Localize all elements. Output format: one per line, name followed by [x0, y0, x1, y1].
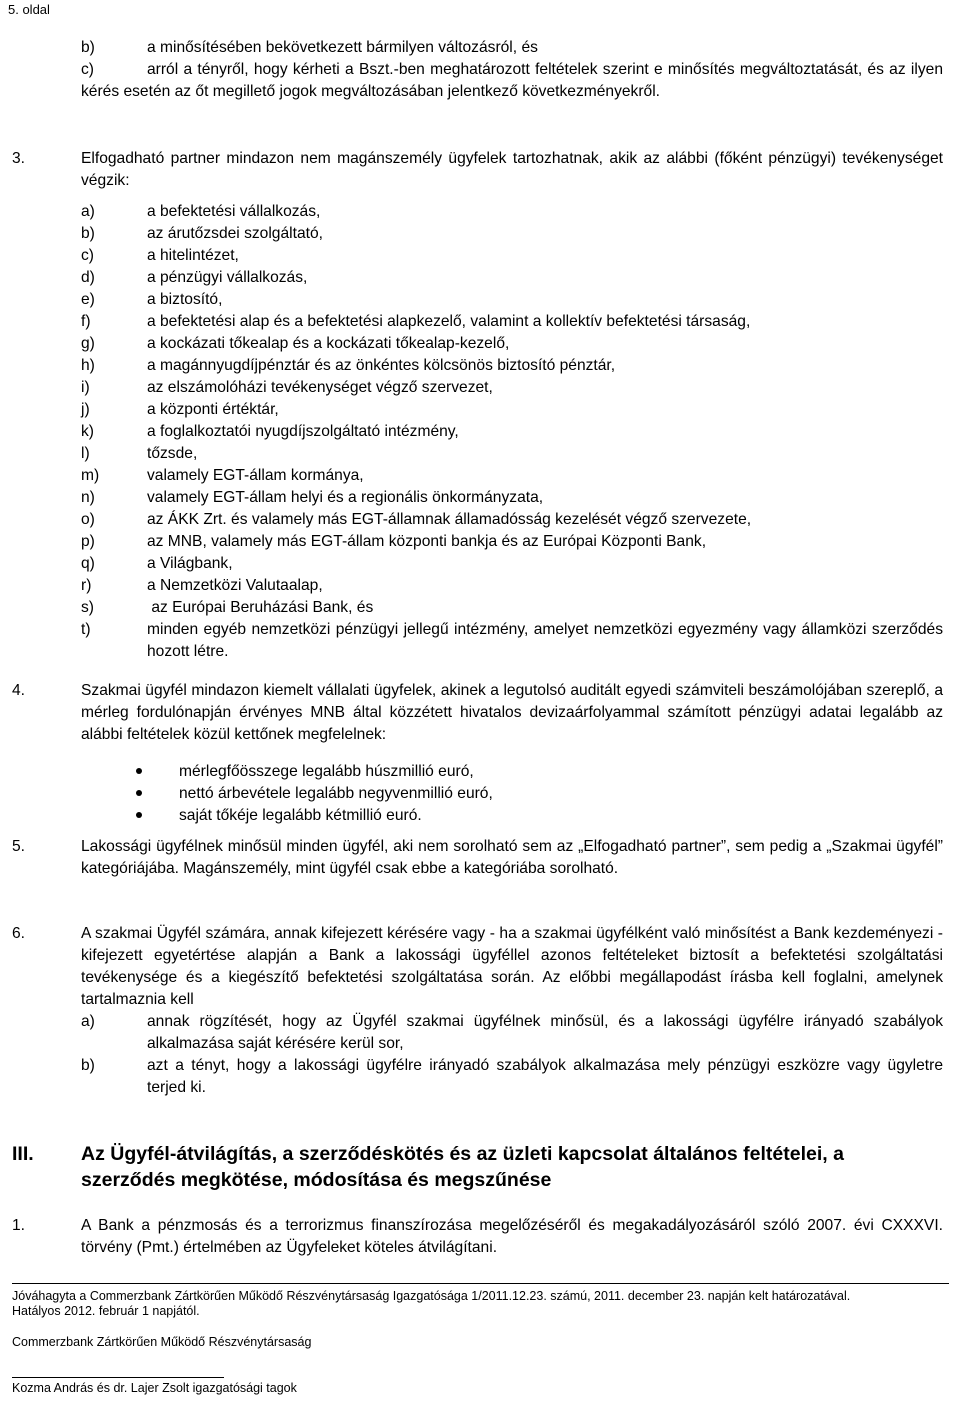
item-text: az elszámolóházi tevékenységet végző szervezet,	[147, 379, 493, 396]
item-label: i)	[81, 379, 90, 396]
item-label: d)	[81, 269, 95, 286]
bullet-icon	[136, 790, 142, 796]
item-label: b)	[81, 39, 95, 56]
list-item	[81, 377, 943, 399]
bullet-icon	[136, 812, 142, 818]
item-text: a foglalkoztatói nyugdíjszolgáltató intézmény,	[147, 423, 459, 440]
bullet-text: nettó árbevétele legalább negyvenmillió euró,	[179, 785, 493, 802]
item-label: h)	[81, 357, 95, 374]
section-number: 6.	[12, 925, 26, 942]
item-label: r)	[81, 577, 92, 594]
list-item	[81, 1055, 943, 1099]
chapter-title: Az Ügyfél-átvilágítás, a szerződéskötés és az üzleti kapcsolat általános feltételei, a szerződés megkötése, módosítása és megszűnése	[81, 1143, 844, 1191]
item-label: s)	[81, 599, 94, 616]
list-item	[81, 59, 943, 125]
list-item	[81, 399, 943, 421]
item-text: a hitelintézet,	[147, 247, 239, 264]
bullet-text: mérlegfőösszege legalább húszmillió euró,	[179, 763, 474, 780]
footer-approval-line-2: Hatályos 2012. február 1 napjától.	[12, 1304, 200, 1318]
item-text: arról a tényről, hogy kérheti a Bszt.-ben meghatározott feltételek szerint e minősítés megváltoztatását, és az ilyen kérés esetén az őt megillető jogok megváltozásában jelentkező következményekről.	[81, 61, 943, 100]
section-6-text: A szakmai Ügyfél számára, annak kifejezett kérésére vagy - ha a szakmai ügyfélként való minősítést a Bank kezdeményezi - kifejezett egyetértése alapján a Bank a lakossági ügyféllel azonos feltételeket biztosít a befektetési szolgáltatási tevékenysége és a kiegészítő befektetési szolgáltatása során. Az előbbi megállapodást írásba kell foglalni, amelynek tartalmaznia kell	[81, 925, 943, 1008]
item-text: annak rögzítését, hogy az Ügyfél szakmai ügyfélnek minősül, és a lakossági ügyfélre irányadó szabályok alkalmazása saját kérésére kerül sor,	[147, 1013, 943, 1052]
list-item	[81, 37, 943, 59]
list-item	[81, 443, 943, 465]
list-item	[81, 289, 943, 311]
chapter-number: III.	[12, 1143, 34, 1165]
list-item	[81, 355, 943, 377]
section-number: 3.	[12, 150, 26, 167]
item-text: a minősítésében bekövetkezett bármilyen változásról, és	[147, 39, 538, 56]
section-5-text: Lakossági ügyfélnek minősül minden ügyfél, aki nem sorolható sem az „Elfogadható partner”, sem pedig a „Szakmai ügyfél” kategóriájába. Magánszemély, mint ügyfél csak ebbe a kategóriába sorolható.	[81, 838, 943, 877]
list-item	[81, 597, 943, 619]
item-text: a magánnyugdíjpénztár és az önkéntes kölcsönös biztosító pénztár,	[147, 357, 616, 374]
list-item	[81, 553, 943, 575]
item-label: c)	[81, 247, 94, 264]
item-label: e)	[81, 291, 95, 308]
item-text: azt a tényt, hogy a lakossági ügyfélre irányadó szabályok alkalmazása mely pénzügyi eszközre vagy ügyletre terjed ki.	[147, 1057, 943, 1096]
list-item	[81, 267, 943, 289]
item-text: a biztosító,	[147, 291, 223, 308]
item-label: p)	[81, 533, 95, 550]
section-3-intro: Elfogadható partner mindazon nem magánszemély ügyfelek tartozhatnak, akik az alábbi (főként pénzügyi) tevékenységet végzik:	[81, 150, 943, 189]
list-item	[81, 487, 943, 509]
item-text: az árutőzsdei szolgáltató,	[147, 225, 323, 242]
list-item	[81, 575, 943, 597]
item-label: g)	[81, 335, 95, 352]
item-label: m)	[81, 467, 100, 484]
item-text: a kockázati tőkealap és a kockázati tőkealap-kezelő,	[147, 335, 510, 352]
item-text: minden egyéb nemzetközi pénzügyi jellegű intézmény, amelyet nemzetközi egyezmény vagy államközi szerződés hozott létre.	[147, 621, 943, 660]
item-text: a befektetési alap és a befektetési alapkezelő, valamint a kollektív befektetési társaság,	[147, 313, 751, 330]
section-number: 1.	[12, 1217, 26, 1234]
item-text: az ÁKK Zrt. és valamely más EGT-államnak államadósság kezelését végző szervezete,	[147, 511, 752, 528]
list-item	[81, 201, 943, 223]
item-label: b)	[81, 225, 95, 242]
item-label: n)	[81, 489, 95, 506]
item-label: a)	[81, 203, 95, 220]
item-text: valamely EGT-állam kormánya,	[147, 467, 364, 484]
item-text: az MNB, valamely más EGT-állam központi bankja és az Európai Központi Bank,	[147, 533, 707, 550]
list-item	[81, 509, 943, 531]
item-label: f)	[81, 313, 91, 330]
item-text: az Európai Beruházási Bank, és	[147, 599, 374, 616]
item-label: j)	[81, 401, 90, 418]
list-item	[81, 333, 943, 355]
bullet-icon	[136, 768, 142, 774]
list-item	[81, 465, 943, 487]
section-4-text: Szakmai ügyfél mindazon kiemelt vállalati ügyfelek, akinek a legutolsó auditált egyedi számviteli beszámolójában szereplő, a mérleg fordulónapján érvényes MNB által közzétett hivatalos devizaárfolyammal számított pénzügyi adatai legalább az alábbi feltételek közül kettőnek megfelelnek:	[81, 682, 943, 743]
list-item	[81, 245, 943, 267]
item-text: a központi értéktár,	[147, 401, 279, 418]
footer-divider	[12, 1283, 949, 1284]
footer-signatories: Kozma András és dr. Lajer Zsolt igazgatósági tagok	[12, 1381, 297, 1395]
section-number: 4.	[12, 682, 26, 699]
item-text: a Nemzetközi Valutaalap,	[147, 577, 323, 594]
item-label: l)	[81, 445, 90, 462]
bullet-text: saját tőkéje legalább kétmillió euró.	[179, 807, 422, 824]
chapter-item-1-text: A Bank a pénzmosás és a terrorizmus finanszírozása megelőzéséről és megakadályozásáról szóló 2007. évi CXXXVI. törvény (Pmt.) értelmében az Ügyfeleket köteles átvilágítani.	[81, 1217, 943, 1256]
item-label: b)	[81, 1057, 95, 1074]
item-label: o)	[81, 511, 95, 528]
list-item	[81, 619, 943, 663]
item-label: a)	[81, 1013, 95, 1030]
footer-approval-line-1: Jóváhagyta a Commerzbank Zártkörűen Működő Részvénytársaság Igazgatósága 1/2011.12.23. számú, 2011. december 23. napján kelt határozatával.	[12, 1289, 851, 1303]
item-label: c)	[81, 61, 94, 78]
item-text-wrapper	[81, 59, 943, 103]
item-text: tőzsde,	[147, 445, 198, 462]
item-label: q)	[81, 555, 95, 572]
list-item	[81, 531, 943, 553]
item-label: k)	[81, 423, 94, 440]
list-item	[81, 223, 943, 245]
list-item	[81, 311, 943, 333]
signature-line	[12, 1377, 224, 1378]
item-label: t)	[81, 621, 91, 638]
item-text: valamely EGT-állam helyi és a regionális önkormányzata,	[147, 489, 544, 506]
item-text: a Világbank,	[147, 555, 233, 572]
item-text: a befektetési vállalkozás,	[147, 203, 321, 220]
page-number-label: 5. oldal	[8, 2, 50, 17]
section-number: 5.	[12, 838, 26, 855]
item-text: a pénzügyi vállalkozás,	[147, 269, 308, 286]
footer-company: Commerzbank Zártkörűen Működő Részvénytársaság	[12, 1335, 312, 1349]
list-item	[81, 421, 943, 443]
list-item	[81, 1011, 943, 1055]
